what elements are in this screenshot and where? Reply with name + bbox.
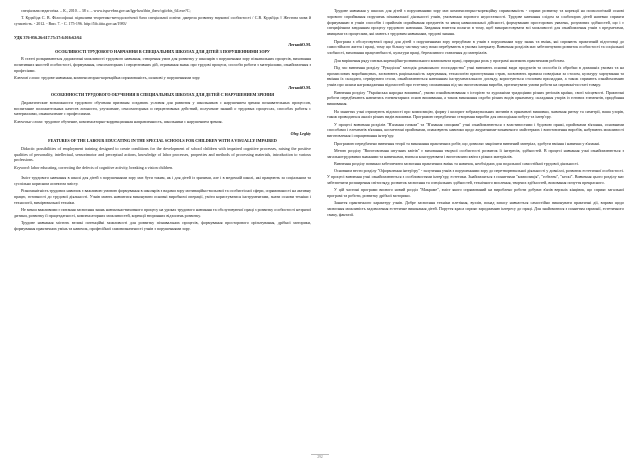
two-column-layout <box>14 8 626 444</box>
right-column <box>327 8 624 444</box>
article-title-en: FEATURES OF THE LABOUR EDUCATING IN THE SPECIAL SCHOOLS FOR CHILDREN WITH A VISUALLY IMPAIRED <box>48 138 277 144</box>
body-paragraph: Метою розділу "Виготовлення штучних квітів" є виховання творчої особистості розвиток її інтересів, здібностей. В процесі навчання учні ознайомлюються з загальнотрудовими знаннями та навичками, вчаться конструювати і виготовляти квіти з різних матеріалів. <box>327 147 624 159</box>
body-paragraph: Вивчення розділу "Українська народна вишивка", умови ознайомлювання з історією та художніми традиціями різних регіонів країни, своєї місцевості. Практичні роботи передбачають навчитись елементарних основ вишивання, а також виконання оздоби різних видів орнаменту, складання узорів із готових елементів, придбання вишивання. <box>327 89 624 107</box>
body-paragraph: Під час вивчення розділу "Рукоділля" мелодія домашнього господарства" учні вивчають основні види продуктів та способи їх обробки в домашніх умовах та на промислових виробництвах, засвоюють раціональність харчування, технологію приготування страв, засвоюють правила поведінки за столом, культуру харчування та вміння їх складати, сервірувати столи, ознайомлюються навчанням інструментального догляду, користуються столовим приладдям, а також сприяють ознайомленню учнів про шляхи нагромадження відомостей про естетику споживання під час виготовлення виробів, презентувати умови роботи на сировині-постаті товару. <box>327 64 624 88</box>
article-title-ru: ОСОБЕННОСТИ ТРУДОВОГО ОБУЧЕНИЯ В СПЕЦИАЛЬНЫХ ШКОЛАХ ДЛЯ ДЕТЕЙ С НАРУШЕНИЕМ ЗРЕНИЯ <box>50 92 275 98</box>
body-paragraph: Програма з обслуговуючої праці для дітей з порушеннями зору передбачає в учнів з порушенням зору знань та вмінь, які сприяють практичній підготовці до самостійного життя і праці, тому що більшу частину часу вони перебувають в умовах інтернату. Вивчення розділів має забезпечувати розвиток особистості та соціальної злобності, виховання працелюбності, культури праці, бережливого ставлення до матеріалів. <box>327 38 624 56</box>
body-paragraph: Основним вести розділу "Оформлення інтер'єру" - залучення учнів з порушеннями зору до перетворювальної діяльності у довкіллі, розвиток естетичної особистості. У процесі вивчення учні ознайомлюються з особливостями інтер'єру, естетики. Знайомляться з поняттями "композиція", "гобелен", "кескі". Вивчення цього розділу має забезпечити розширення світогляду, розвиток засвоєння та спеціальних здібностей, технічного мислення, творчих здібностей, виховання почуття прекрасного. <box>327 168 624 185</box>
body-paragraph: Різноманітність трудових навичок є важливою умовою формування в школярів з вадами зору мотиваційно-вольової та особистісної сфери, спрямованості на активну працю, готовності до трудової діяльності. Учнів мають навчитися виконувати основні виробничі операції, уміти користуватися інструментами, знати основи техніки і технології, вимірювальної техніки. <box>14 188 311 205</box>
udc-code: УДК 376-056.26:617.75:37:6.016:62/64 <box>14 35 82 41</box>
body-paragraph: Не менш важливими є питання засвоєння знань навчально-виховного процесу на уроках трудового навчання та обслуговуючої праці з розвитку особистості незрячої дитини, розвитку її працездатності, компенсаторних можливостей, корекції вторинних відхилень розвитку. <box>14 207 311 218</box>
keywords-text-ru: трудовое обучение, компенсаторно-коррекционная направленность, школьники с нарушением зрения. <box>44 118 223 124</box>
body-paragraph: Для вирішення ряду питань корекційно-розвивального компонента праці, природна роль у програмі належить практичним роботам. <box>334 57 565 63</box>
keywords-text-ukr: трудове навчання, компенсаторно-корекційна спрямованість, шляхові у порушеннями зору. <box>41 75 201 81</box>
body-paragraph: У цій частині програми висвого новий розділ "Макраме", зміст якого спрямований на вироблено роботи добуває в'язів верхніх кінцівок, що сприяє загальної програмі та роботи, розвитку дрібної моторики. <box>327 187 624 199</box>
page-number: 292 <box>311 454 328 459</box>
body-paragraph: Заняття практичного характеру учнів. Добре засвоєння техніки плетіння, вузлів, понад запасу навчається самостійно виконувати практичні дії, вправи щодо засвоєння можливість задоволення естетичне виконання дітей. Поруття краса сприяє зародженню інтересу до праці. Для знайомитися з поняттям гармонії, естетичного смаку, фантазії. <box>327 200 624 217</box>
keywords-text-en: labor educating, correcting the defects of cognitive activity, breaking a vision children. <box>31 164 174 170</box>
author-name-ukr: ЛегкийО.М. <box>288 41 311 47</box>
keywords-label-ukr: Ключові слова: <box>14 75 41 81</box>
body-paragraph: Трудове навчання містить великі потенційні можливості для розвитку пізнавальних процесів, формування просторового орієнтування, дрібної моторики, формування практичних умінь та навичок, професійної самовизначеності учнів з порушеннями зору. <box>14 220 311 232</box>
keywords-label-ru: Ключевые слова: <box>14 118 44 124</box>
body-paragraph: Трудове навчання у школах для дітей з порушеннями зору має компенсаторно-корекційну спрямованість - сприяє розвитку та корекції на психологічній основі зорового сприймання порушень пізнавальної діяльності учнів, умовлення зорового недостатності. Трудове навчання слідом за слабозорих дітей напевно сприяти формуванню в учнів способів і прийомів сприймання предметів та явищ навколишньої дійсності, формуванню просторових уявлень, розумових здібностей, що і є специфічним завданням процесу трудового навчання. Завдання вчителя полягає в тому, щоб використовувати всі можливості для ознайомлення учнів з предметами, явищами та процесами, які мають з трудовим навчанням, трудові знання. <box>327 8 624 37</box>
body-paragraph: Програмою передбачено вивчення теорії та виконання практичних робіт, що дозволяє закріпити вивчений матеріал, здобути вміння і навички у в'язанні. <box>334 140 601 146</box>
abstract-ukr: В статті розкриваються дидактичні можливості трудового навчання, створення умов для розвитку у школярів з порушенням зору пізнавальних процесів, виховання позитивних якостей особистості, формування, сенсомоторних і перцептивних дій, отримання знань про трудові процеси, способи роботи з матеріалами, ознайомлення з професіями. <box>14 56 311 73</box>
body-paragraph: Зміст трудового навчання в школі для дітей з порушеннями зору має бути таким, як і для дітей із зрячими, але і в медичній школі, які працюють за соціальним та суспільно корисним аспектом змісту. <box>14 175 311 186</box>
abstract-ru: Дидактические возможности трудового обучения призваны создавать условия для развития у школьников с нарушением зрения познавательных процессов, воспитание положительных качеств личности, улучшение, сенсомоторных и перцептивных действий, получение знаний о трудовых процессах, способах работы с материалами, ознакомление с профессиями. <box>14 99 311 117</box>
abstract-en: Didactic possibilities of employment training designed to create conditions for the development of school children with impaired cognitive processes, raising the positive qualities of personality, intellectual, sensorimotor and perceptual actions, knowledge of labor processes, properties and methods of processing materials, introduction to various professions. <box>14 145 311 163</box>
body-paragraph: У процесі вивчення розділів "В'язання гачком" та "В'язання спицями" учні ознайомлюються з властивостями і будовою пряжі, прийомами в'язання, основними способами і елементів в'язання, косметичні прийомами, опановують навички щодо акуратними-зазначеного майстерних і виготовлення виробів, набувають можливості виготовлення і опрацювання інтер'єру. <box>327 121 624 139</box>
keywords-label-en: Keyword: <box>14 164 30 170</box>
reference-item: Т. Кудьбіда С. В. Філософські підвалини теоретико-методологічної бази спеціальної освіти: джерела розвитку наукової особистості / С.В. Кудьбіда // Жестова мова й сучасність. - 2012. - Вип. 7. - С. 175-196. http://lib.iitta.gov.ua/1983/ <box>14 15 311 26</box>
left-column <box>14 8 311 444</box>
author-name-en: Oleg Legkiy <box>290 130 311 136</box>
page-footer <box>0 454 640 459</box>
article-title-ukr: ОСОБЛИВОСТІ ТРУДОВОГО НАВЧАННЯ В СПЕЦІАЛЬНИХ ШКОЛАХ ДЛЯ ДІТЕЙ З ПОРУШЕННЯМИ ЗОРУ <box>55 48 270 54</box>
author-name-ru: ЛегкийО.М. <box>288 85 311 91</box>
body-paragraph: Вивчення розділу повинно забезпечити засвоєння практичних вмінь та навичок, необхідних для подальшої самостійної трудової діяльності. <box>334 161 579 166</box>
spacer <box>14 28 311 31</box>
body-paragraph: На заняттях учні отримують відомості про композицію, форму і колорит зображувальних мотивів в орнаменті вишивки, значення ритму та симетрії, ваша узорів, також приводиться аналіз різних видів вишивки. Програмою передбачено створення виробів для оволодіння побуту та інтер'єру. <box>327 108 624 120</box>
reference-item: спеціальна педагогіка. – К., 2010. – 38 с. – www.ispu-ebnr.gov.ua/fgp-bzu/ibin_ibnv/cgiirbis_64.exe?C; <box>21 8 191 13</box>
